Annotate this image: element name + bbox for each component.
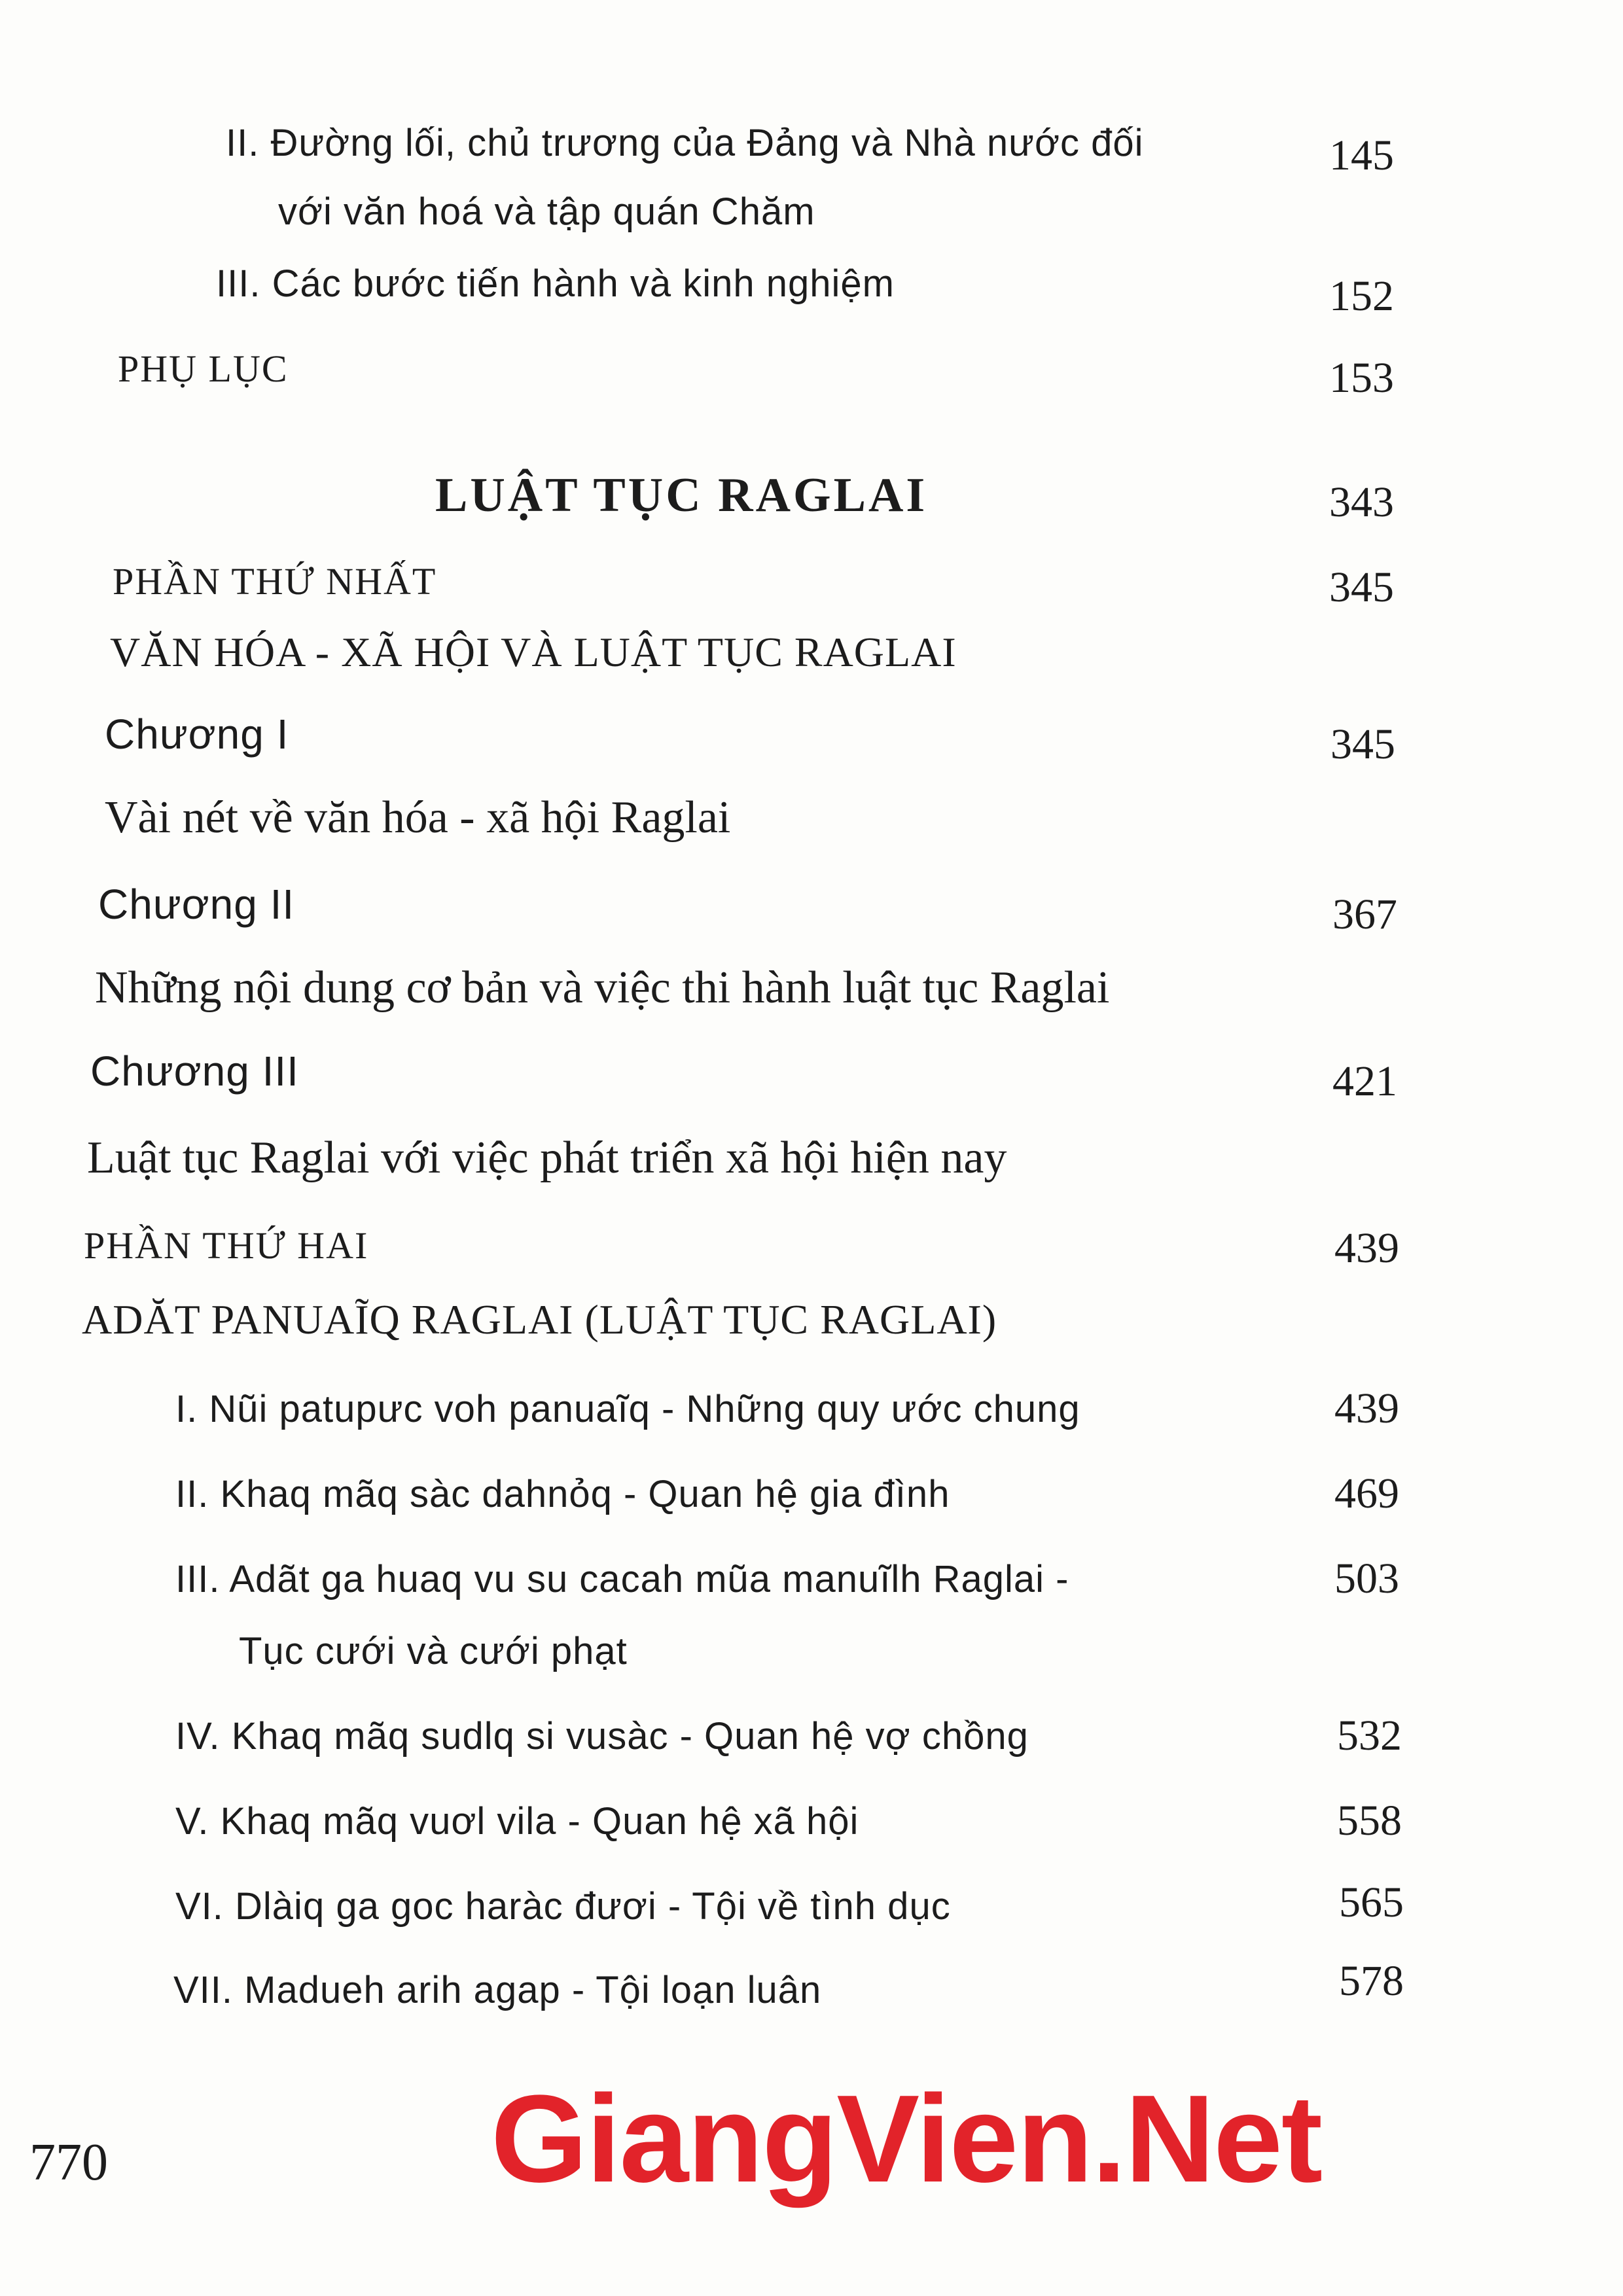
folio-page-number: 770 — [29, 2134, 108, 2191]
toc-page-number: 439 — [1334, 1224, 1399, 1272]
chapter-title: Luật tục Raglai với việc phát triển xã hội hiện nay — [87, 1133, 1007, 1183]
part-title: VĂN HÓA - XÃ HỘI VÀ LUẬT TỤC RAGLAI — [110, 629, 957, 675]
toc-entry-text: III. Adãt ga huaq vu su cacah mũa manuĩlh Raglai - — [175, 1558, 1069, 1600]
toc-page-number: 503 — [1334, 1555, 1399, 1602]
toc-page-number: 469 — [1334, 1470, 1399, 1517]
toc-page-number: 578 — [1339, 1957, 1404, 2005]
toc-page-number: 152 — [1329, 272, 1394, 320]
toc-entry-text: II. Khaq mãq sàc dahnỏq - Quan hệ gia đình — [175, 1473, 950, 1515]
toc-page-number: 558 — [1337, 1797, 1402, 1845]
part-label: PHẦN THỨ HAI — [84, 1224, 369, 1267]
toc-page-number: 343 — [1329, 478, 1394, 526]
toc-page-number: 345 — [1330, 720, 1395, 768]
toc-page-number: 565 — [1339, 1879, 1404, 1926]
chapter-label: Chương III — [90, 1048, 299, 1095]
toc-page-number: 145 — [1329, 132, 1394, 179]
toc-page-number: 345 — [1329, 563, 1394, 611]
toc-page-number: 367 — [1332, 891, 1397, 938]
watermark-logo: GiangVien.Net — [491, 2070, 1322, 2208]
toc-page-number: 153 — [1329, 354, 1394, 402]
toc-entry-text: V. Khaq mãq vuơl vila - Quan hệ xã hội — [175, 1800, 859, 1843]
toc-entry-text: I. Nũi patupưc voh panuaĩq - Những quy ước chung — [175, 1388, 1080, 1430]
part-title: ADĂT PANUAĨQ RAGLAI (LUẬT TỤC RAGLAI) — [82, 1296, 997, 1343]
section-title: LUẬT TỤC RAGLAI — [435, 468, 928, 522]
chapter-label: Chương I — [105, 711, 289, 758]
toc-entry-text: IV. Khaq mãq sudlq si vusàc - Quan hệ vợ chồng — [175, 1715, 1029, 1757]
toc-entry-text: VI. Dlàiq ga goc haràc đươi - Tội về tình dục — [175, 1885, 951, 1928]
chapter-title: Vài nét về văn hóa - xã hội Raglai — [105, 792, 731, 843]
toc-entry-text: III. Các bước tiến hành và kinh nghiệm — [216, 262, 895, 305]
chapter-label: Chương II — [98, 881, 295, 928]
toc-entry-appendix: PHỤ LỤC — [118, 347, 289, 390]
toc-entry-text-continued: Tục cưới và cưới phạt — [239, 1630, 628, 1672]
toc-entry-text: II. Đường lối, chủ trương của Đảng và Nhà nước đối — [226, 122, 1144, 164]
toc-entry-text-continued: với văn hoá và tập quán Chăm — [278, 190, 815, 233]
part-label: PHẦN THỨ NHẤT — [113, 560, 437, 603]
chapter-title: Những nội dung cơ bản và việc thi hành luật tục Raglai — [95, 963, 1110, 1013]
toc-entry-text: VII. Madueh arih agap - Tội loạn luân — [173, 1969, 822, 2011]
toc-page-number: 421 — [1332, 1057, 1397, 1105]
toc-page-number: 439 — [1334, 1385, 1399, 1432]
toc-page-number: 532 — [1337, 1712, 1402, 1759]
